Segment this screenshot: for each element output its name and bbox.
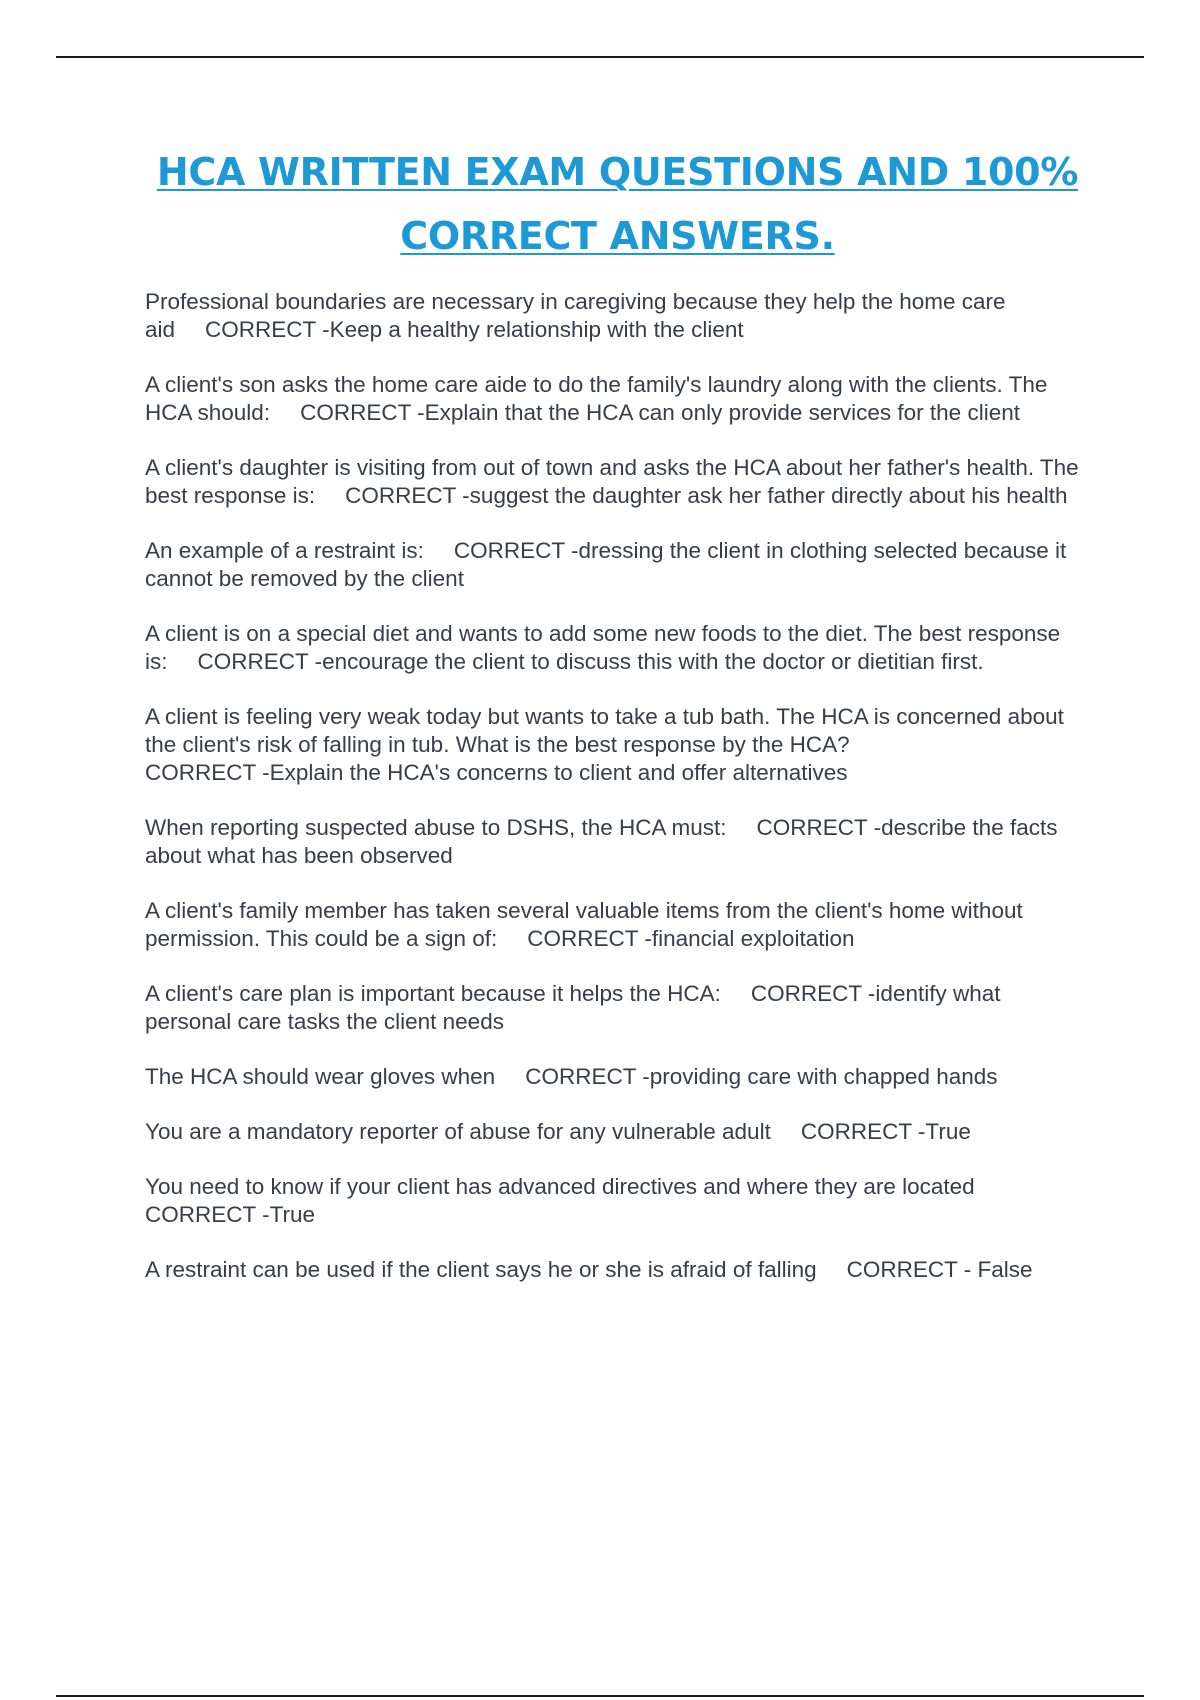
question-text: You are a mandatory reporter of abuse for any vulnerable adult (145, 1119, 771, 1144)
qa-item (145, 814, 1085, 870)
title-line-2: CORRECT ANSWERS. (400, 214, 835, 258)
question-text: A client's son asks the home care aide to do the family's laundry along with the clients. The HCA should: (145, 372, 1048, 425)
qa-item (145, 371, 1085, 427)
qa-item (145, 1256, 1085, 1284)
qa-item (145, 620, 1085, 676)
question-text: Professional boundaries are necessary in caregiving because they help the home care aid (145, 289, 1006, 342)
qa-list (145, 288, 1085, 1311)
qa-item (145, 454, 1085, 510)
bottom-rule (56, 1695, 1144, 1697)
answer-text: CORRECT -financial exploitation (527, 926, 855, 951)
answer-text: CORRECT -dressing the client in clothing selected because it cannot be removed by the client (145, 538, 1067, 591)
question-text: When reporting suspected abuse to DSHS, the HCA must: (145, 815, 727, 840)
question-text: A client is on a special diet and wants to add some new foods to the diet. The best response is: (145, 621, 1061, 674)
qa-item (145, 1118, 1085, 1146)
qa-item (145, 537, 1085, 593)
question-text: You need to know if your client has advanced directives and where they are located (145, 1174, 975, 1199)
answer-text: CORRECT - False (846, 1257, 1033, 1282)
qa-item (145, 897, 1085, 953)
title-line-1: HCA WRITTEN EXAM QUESTIONS AND 100% (156, 150, 1079, 194)
answer-text: CORRECT -describe the facts about what has been observed (145, 815, 1058, 868)
answer-text: CORRECT -encourage the client to discuss this with the doctor or dietitian first. (197, 649, 984, 674)
answer-text: CORRECT -providing care with chapped hands (525, 1064, 998, 1089)
question-text: A client's care plan is important because it helps the HCA: (145, 981, 721, 1006)
qa-item (145, 1173, 1085, 1229)
qa-item (145, 1063, 1085, 1091)
answer-text: CORRECT -Explain the HCA's concerns to client and offer alternatives (145, 760, 848, 785)
question-text: A client's daughter is visiting from out of town and asks the HCA about her father's health. The best response is: (145, 455, 1079, 508)
answer-text: CORRECT -suggest the daughter ask her father directly about his health (345, 483, 1068, 508)
answer-text: CORRECT -identify what personal care tasks the client needs (145, 981, 1001, 1034)
answer-text: CORRECT -True (800, 1119, 971, 1144)
page-title (140, 140, 1095, 268)
qa-item (145, 703, 1085, 787)
answer-text: CORRECT -True (145, 1202, 316, 1227)
question-text: A client's family member has taken several valuable items from the client's home without permission. This could be a sign of: (145, 898, 1023, 951)
answer-text: CORRECT -Keep a healthy relationship with the client (205, 317, 744, 342)
question-text: A restraint can be used if the client says he or she is afraid of falling (145, 1257, 817, 1282)
question-text: An example of a restraint is: (145, 538, 424, 563)
question-text: The HCA should wear gloves when (145, 1064, 496, 1089)
top-rule (56, 56, 1144, 58)
qa-item (145, 288, 1085, 344)
question-text: A client is feeling very weak today but wants to take a tub bath. The HCA is concerned about the client's risk of falling in tub. What is the best response by the HCA? (145, 704, 1064, 757)
answer-text: CORRECT -Explain that the HCA can only provide services for the client (300, 400, 1020, 425)
qa-item (145, 980, 1085, 1036)
